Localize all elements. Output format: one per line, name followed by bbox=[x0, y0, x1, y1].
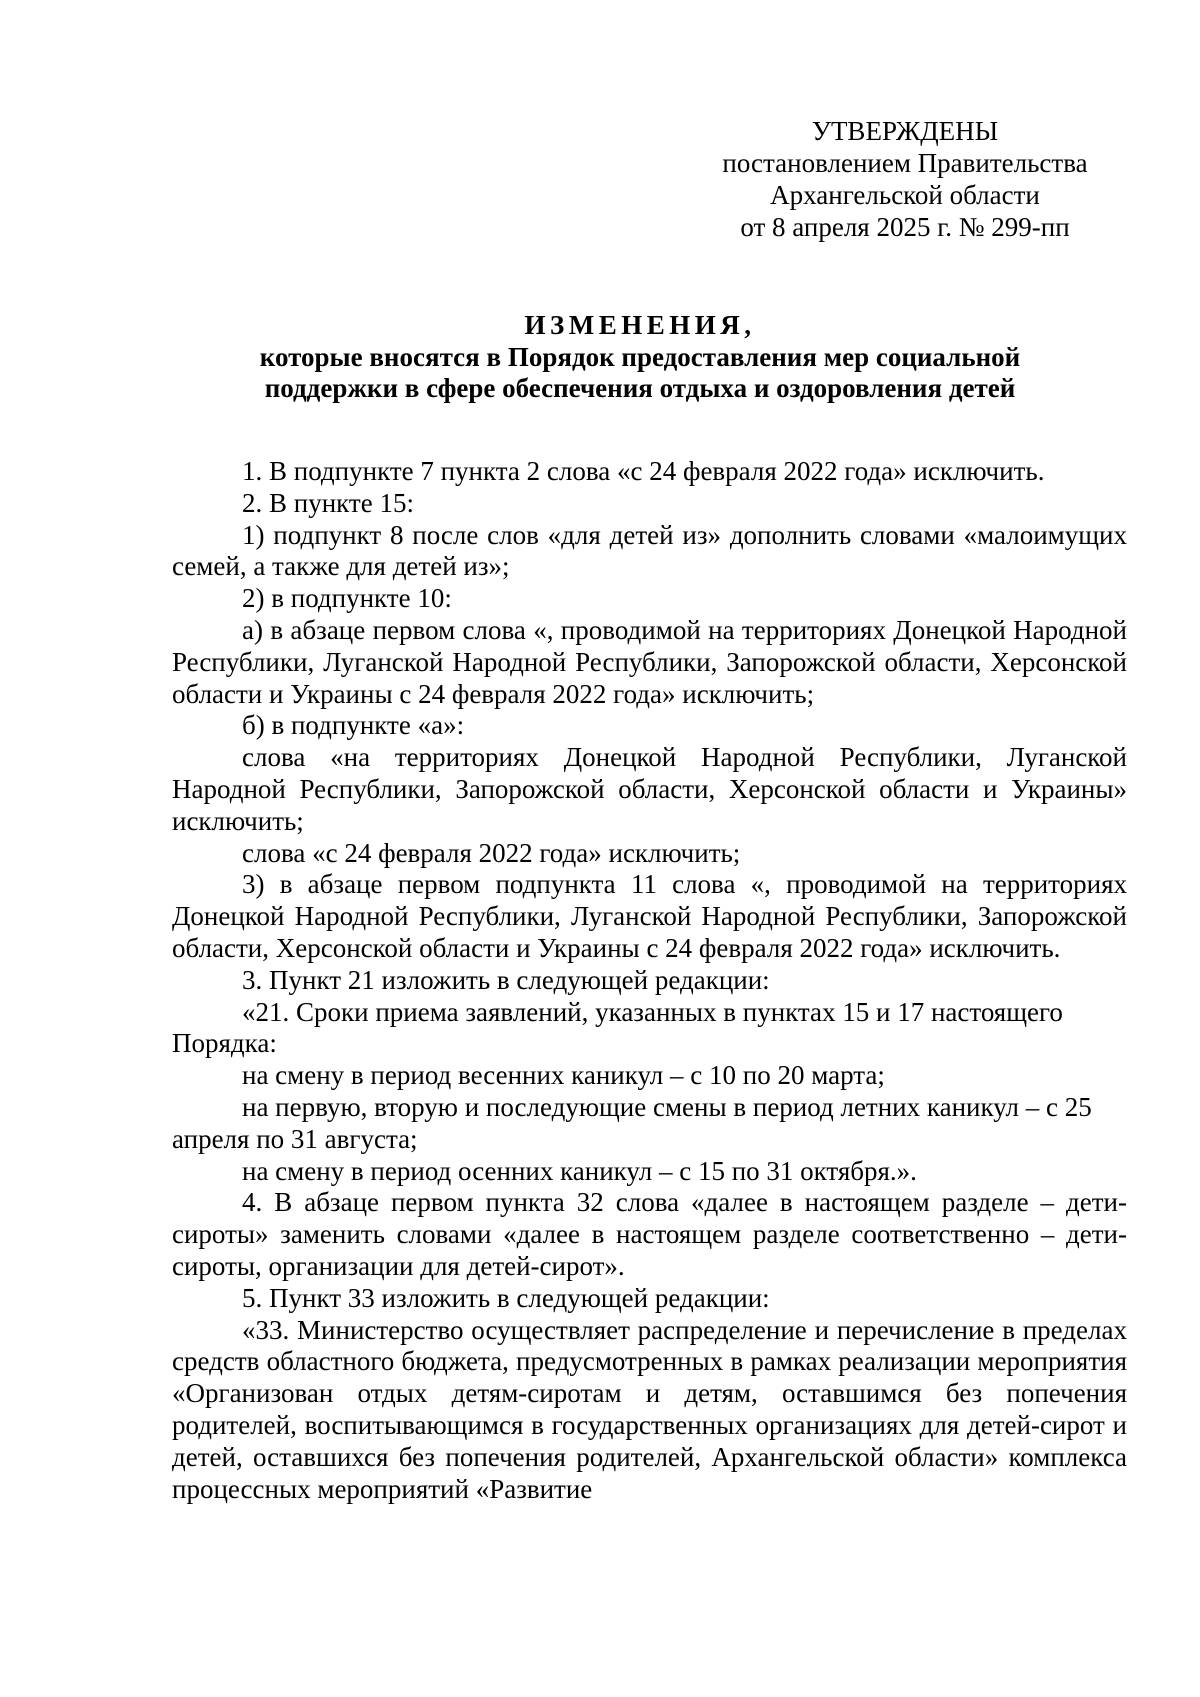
approval-line-date: от 8 апреля 2025 г. № 299-пп bbox=[740, 212, 1070, 242]
paragraph-subitem-2-2-b: б) в подпункте «а»: bbox=[242, 710, 465, 741]
document-title bbox=[160, 310, 1120, 405]
paragraph-subitem-2-2-a: а) в абзаце первом слова «, проводимой на территориях Донецкой Народной Республики, Луганской Народной Республики, Запорожской области, Херсонской области и Украины с 24 февраля 2022 года» исключить; bbox=[172, 614, 1127, 709]
paragraph-item-3-spring: на смену в период весенних каникул – с 10 по 20 марта; bbox=[242, 1060, 885, 1091]
paragraph-item-3-summer: на первую, вторую и последующие смены в период летних каникул – с 25 апреля по 31 августа; bbox=[172, 1091, 1092, 1154]
paragraph-subitem-2-2-b-words-1: слова «на территориях Донецкой Народной Республики, Луганской Народной Республики, Запорожской области, Херсонской области и Украины» исключить; bbox=[172, 742, 1127, 836]
title-subtitle-line-2: поддержки в сфере обеспечения отдыха и оздоровления детей bbox=[264, 373, 1016, 403]
paragraph-item-3-quote: «21. Сроки приема заявлений, указанных в пунктах 15 и 17 настоящего Порядка: bbox=[172, 996, 1063, 1059]
paragraph-subitem-2-1: 1) подпункт 8 после слов «для детей из» дополнить словами «малоимущих семей, а также для детей из»; bbox=[172, 519, 1127, 582]
paragraph-item-3-autumn: на смену в период осенних каникул – с 15 по 31 октября.». bbox=[242, 1155, 917, 1186]
title-subtitle-line-1: которые вносятся в Порядок предоставления мер социальной bbox=[259, 341, 1021, 372]
paragraph-subitem-2-2-b-words-2: слова «с 24 февраля 2022 года» исключить; bbox=[242, 837, 741, 868]
paragraph-subitem-2-3: 3) в абзаце первом подпункта 11 слова «, проводимой на территориях Донецкой Народной Республики, Луганской Народной Республики, Запорожской области, Херсонской области и Украины с 24 февраля 2022 года» исключить. bbox=[172, 869, 1127, 963]
paragraph-item-1: 1. В подпункте 7 пункта 2 слова «с 24 февраля 2022 года» исключить. bbox=[242, 456, 1045, 486]
document-body bbox=[172, 456, 1127, 1505]
title-main: ИЗМЕНЕНИЯ, bbox=[524, 310, 756, 340]
paragraph-item-5: 5. Пункт 33 изложить в следующей редакции: bbox=[242, 1282, 770, 1313]
paragraph-subitem-2-2: 2) в подпункте 10: bbox=[242, 583, 452, 614]
approval-line-resolution: постановлением Правительства bbox=[722, 148, 1088, 178]
paragraph-item-2: 2. В пункте 15: bbox=[242, 487, 414, 518]
paragraph-item-4: 4. В абзаце первом пункта 32 слова «далее в настоящем разделе – дети-сироты» заменить словами «далее в настоящем разделе соответственно – дети-сироты, организации для детей-сирот». bbox=[172, 1187, 1127, 1281]
approval-line-region: Архангельской области bbox=[770, 180, 1040, 210]
paragraph-item-3: 3. Пункт 21 изложить в следующей редакции: bbox=[242, 964, 770, 995]
approval-heading: УТВЕРЖДЕНЫ bbox=[811, 116, 999, 146]
paragraph-item-5-quote: «33. Министерство осуществляет распределение и перечисление в пределах средств областного бюджета, предусмотренных в рамках реализации мероприятия «Организован отдых детям-сиротам и детям, оставшимся без попечения родителей, воспитывающимся в государственных организациях для детей-сирот и детей, оставшихся без попечения родителей, Архангельской области» комплекса процессных мероприятий «Развитие bbox=[172, 1314, 1127, 1504]
approval-stamp bbox=[650, 115, 1160, 243]
